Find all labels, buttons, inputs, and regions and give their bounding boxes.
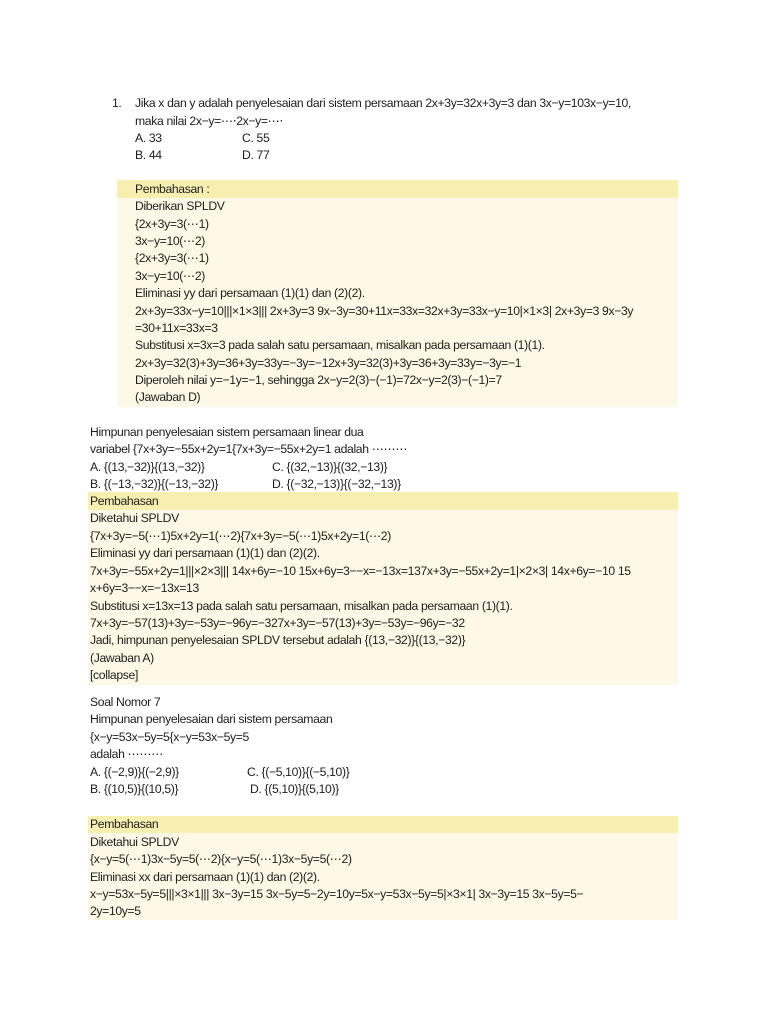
question-text: {x−y=53x−5y=5{x−y=53x−5y=5 — [90, 730, 249, 744]
solution-line: 7x+3y=−57(13)+3y=−53y=−96y=−327x+3y=−57(13)+3y=−53y=−96y=−32 — [90, 616, 465, 630]
solution-line: x−y=53x−5y=5|||×3×1||| 3x−3y=15 3x−5y=5−2y=10y=5x−y=53x−5y=5|×3×1| 3x−3y=15 3x−5y=5− — [90, 887, 584, 901]
solution-line: Eliminasi xx dari persamaan (1)(1) dan (2)(2). — [90, 870, 320, 884]
solution-line: 2y=10y=5 — [90, 904, 141, 918]
solution-line: 2x+3y=32(3)+3y=36+3y=33y=−3y=−12x+3y=32(3)+3y=36+3y=33y=−3y=−1 — [135, 356, 522, 370]
option-c: C. {(32,−13)}{(32,−13)} — [272, 460, 388, 474]
option-b: B. {(−13,−32)}{(−13,−32)} — [90, 477, 219, 491]
solution-line: 3x−y=10(⋯2) — [135, 234, 205, 248]
option-b: B. 44 — [135, 148, 162, 162]
solution-line: {x−y=5(⋯1)3x−5y=5(⋯2){x−y=5(⋯1)3x−5y=5(⋯2) — [90, 852, 352, 866]
option-c: C. {(−5,10)}{(−5,10)} — [247, 765, 350, 779]
solution-box — [88, 816, 678, 920]
question-text: Himpunan penyelesaian dari sistem persamaan — [90, 712, 333, 726]
solution-header: Pembahasan : — [135, 182, 210, 196]
solution-header: Pembahasan — [90, 817, 159, 831]
solution-line: Eliminasi yy dari persamaan (1)(1) dan (2)(2). — [135, 286, 365, 300]
option-b: B. {(10,5)}{(10,5)} — [90, 782, 179, 796]
question-text: Himpunan penyelesaian sistem persamaan linear dua — [90, 425, 364, 439]
question-text: Jika x dan y adalah penyelesaian dari sistem persamaan 2x+3y=32x+3y=3 dan 3x−y=103x−y=10, — [135, 96, 631, 110]
solution-line: (Jawaban A) — [90, 651, 154, 665]
solution-line: Substitusi x=13x=13 pada salah satu persamaan, misalkan pada persamaan (1)(1). — [90, 599, 513, 613]
question-title: Soal Nomor 7 — [90, 695, 161, 709]
option-a: A. {(13,−32)}{(13,−32)} — [90, 460, 205, 474]
question-text: maka nilai 2x−y=⋯⋅2x−y=⋯⋅ — [135, 114, 284, 128]
solution-line: Substitusi x=3x=3 pada salah satu persamaan, misalkan pada persamaan (1)(1). — [135, 338, 545, 352]
solution-line: Jadi, himpunan penyelesaian SPLDV tersebut adalah {(13,−32)}{(13,−32)} — [90, 633, 466, 647]
solution-line: Diperoleh nilai y=−1y=−1, sehingga 2x−y=2(3)−(−1)=72x−y=2(3)−(−1)=7 — [135, 373, 502, 387]
solution-line: {2x+3y=3(⋯1) — [135, 217, 209, 231]
solution-line: 3x−y=10(⋯2) — [135, 269, 205, 283]
question-number: 1. — [112, 96, 122, 110]
collapse-link[interactable]: [collapse] — [90, 668, 138, 682]
solution-line: {7x+3y=−5(⋯1)5x+2y=1(⋯2){7x+3y=−5(⋯1)5x+2y=1(⋯2) — [90, 529, 391, 543]
solution-line: Diketahui SPLDV — [90, 511, 179, 525]
solution-line: (Jawaban D) — [135, 390, 201, 404]
solution-line: {2x+3y=3(⋯1) — [135, 251, 209, 265]
option-a: A. 33 — [135, 131, 162, 145]
question-text: variabel {7x+3y=−55x+2y=1{7x+3y=−55x+2y=1 adalah ⋯⋯⋯ — [90, 442, 408, 456]
option-d: D. {(−32,−13)}{(−32,−13)} — [272, 477, 401, 491]
solution-line: Diberikan SPLDV — [135, 199, 225, 213]
solution-header: Pembahasan — [90, 494, 159, 508]
question-text: adalah ⋯⋯⋯ — [90, 747, 164, 761]
solution-line: =30+11x=33x=3 — [135, 321, 218, 335]
solution-line: Eliminasi yy dari persamaan (1)(1) dan (2)(2). — [90, 546, 320, 560]
solution-line: Diketahui SPLDV — [90, 835, 179, 849]
option-c: C. 55 — [242, 131, 270, 145]
solution-line: x+6y=3−−x=−13x=13 — [90, 581, 199, 595]
option-a: A. {(−2,9)}{(−2,9)} — [90, 765, 179, 779]
option-d: D. {(5,10)}{(5,10)} — [250, 782, 339, 796]
solution-line: 7x+3y=−55x+2y=1|||×2×3||| 14x+6y=−10 15x+6y=3−−x=−13x=137x+3y=−55x+2y=1|×2×3| 14x+6y=−10 15 — [90, 564, 631, 578]
option-d: D. 77 — [242, 148, 270, 162]
solution-line: 2x+3y=33x−y=10|||×1×3||| 2x+3y=3 9x−3y=30+11x=33x=32x+3y=33x−y=10|×1×3| 2x+3y=3 9x−3y — [135, 304, 634, 318]
